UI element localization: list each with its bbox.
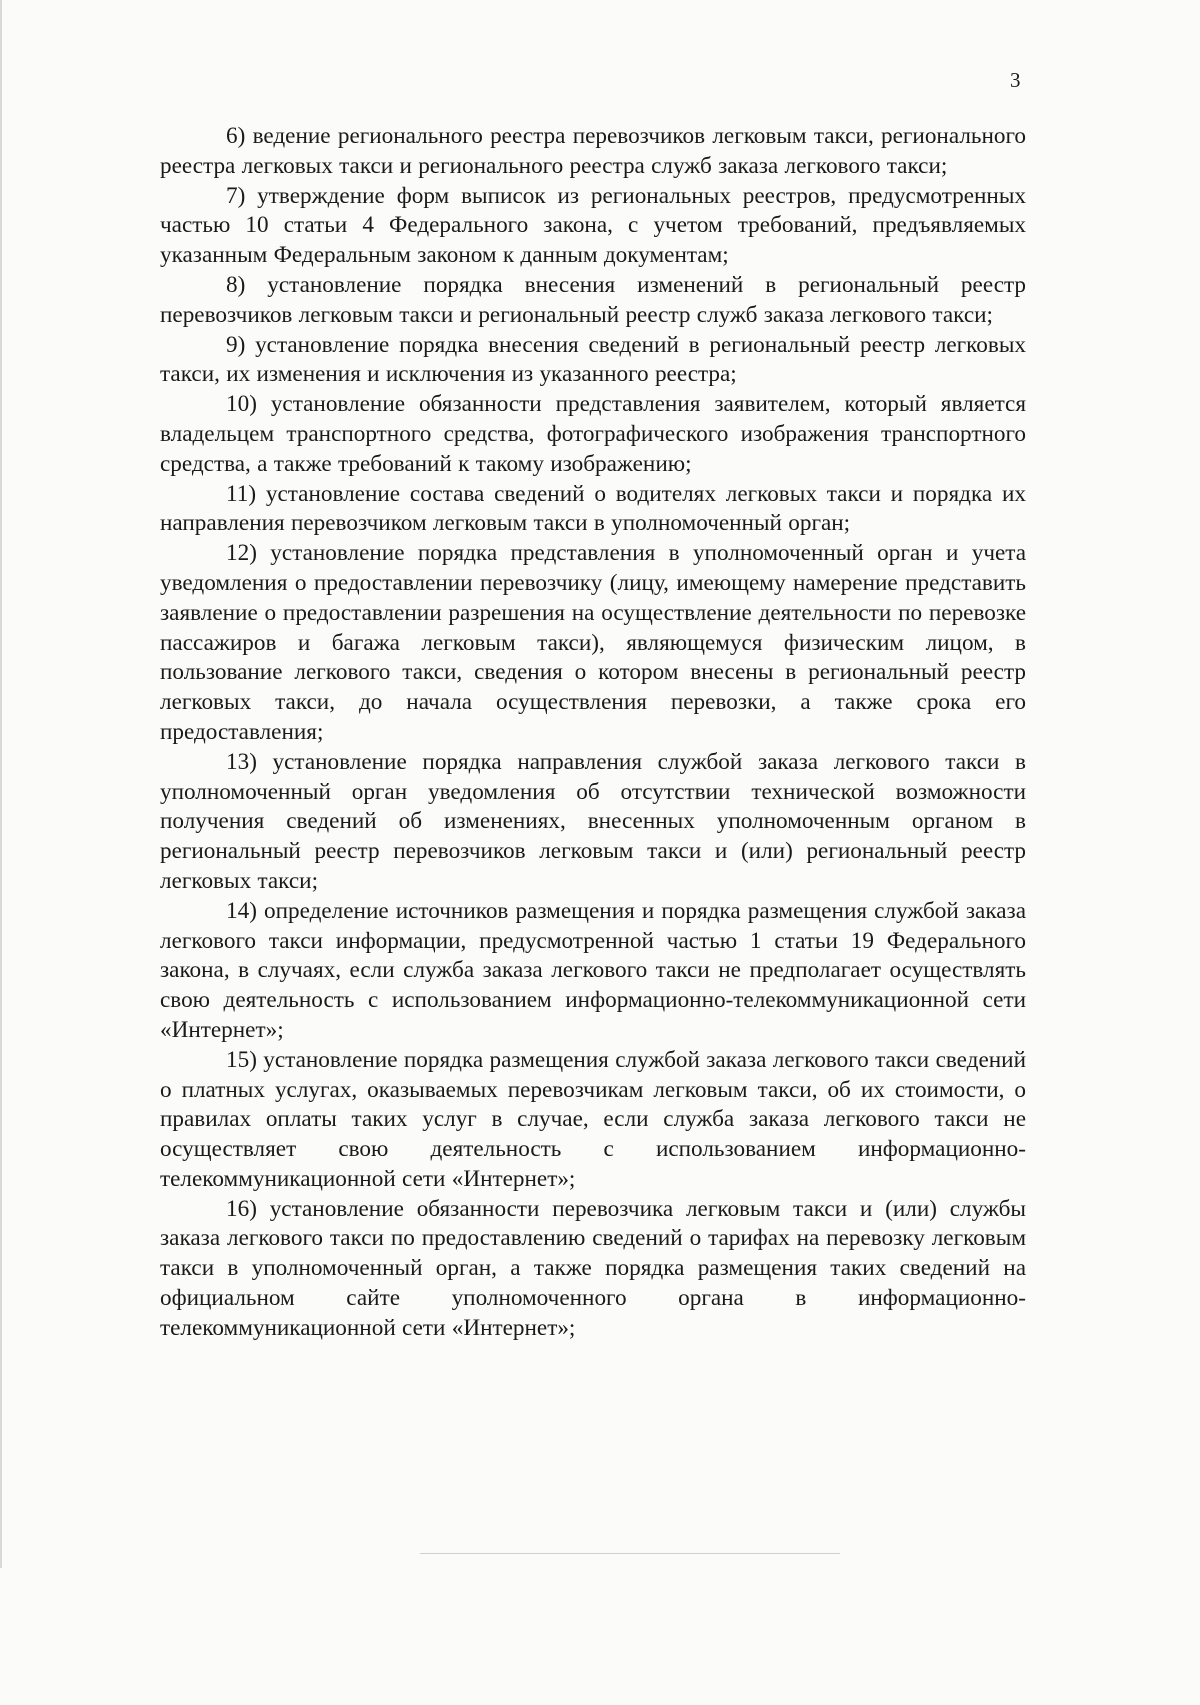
- list-item: 11) установление состава сведений о водителях легковых такси и порядка их направления перевозчиком легковым такси в уполномоченный орган;: [160, 480, 1026, 537]
- list-item: 8) установление порядка внесения изменений в региональный реестр перевозчиков легковым такси и региональный реестр служб заказа легкового такси;: [160, 271, 1026, 328]
- footer-divider: [420, 1553, 840, 1554]
- list-item: 12) установление порядка представления в уполномоченный орган и учета уведомления о предоставлении перевозчику (лицу, имеющему намерение представить заявление о предоставлении разрешения на осуществление деятельности по перевозке пассажиров и багажа легковым такси), являющемуся физическим лицом, в пользование легкового такси, сведения о котором внесены в региональный реестр легковых такси, до начала осуществления перевозки, а также срока его предоставления;: [160, 540, 1026, 745]
- document-body: [160, 122, 1026, 1344]
- list-item: 15) установление порядка размещения службой заказа легкового такси сведений о платных услугах, оказываемых перевозчикам легковым такси, об их стоимости, о правилах оплаты таких услуг в случае, если служба заказа легкового такси не осуществляет свою деятельность с использованием информационно-телекоммуникационной сети «Интернет»;: [160, 1046, 1026, 1192]
- scan-edge: [0, 0, 2, 1568]
- list-item: 10) установление обязанности представления заявителем, который является владельцем транспортного средства, фотографического изображения транспортного средства, а также требований к такому изображению;: [160, 391, 1026, 477]
- page-number: 3: [1010, 68, 1021, 92]
- list-item: 6) ведение регионального реестра перевозчиков легковым такси, регионального реестра легковых такси и регионального реестра служб заказа легкового такси;: [160, 123, 1026, 179]
- list-item: 9) установление порядка внесения сведений в региональный реестр легковых такси, их изменения и исключения из указанного реестра;: [160, 331, 1026, 388]
- list-item: 16) установление обязанности перевозчика легковым такси и (или) службы заказа легкового такси по предоставлению сведений о тарифах на перевозку легковым такси в уполномоченный орган, а также порядка размещения таких сведений на официальном сайте уполномоченного органа в информационно-телекоммуникационной сети «Интернет»;: [160, 1195, 1026, 1341]
- list-item: 13) установление порядка направления службой заказа легкового такси в уполномоченный орган уведомления об отсутствии технической возможности получения сведений об изменениях, внесенных уполномоченным органом в региональный реестр перевозчиков легковым такси и (или) региональный реестр легковых такси;: [160, 748, 1026, 894]
- list-item: 7) утверждение форм выписок из региональных реестров, предусмотренных частью 10 статьи 4 Федерального закона, с учетом требований, предъявляемых указанным Федеральным законом к данным документам;: [160, 182, 1026, 269]
- list-item: 14) определение источников размещения и порядка размещения службой заказа легкового такси информации, предусмотренной частью 1 статьи 19 Федерального закона, в случаях, если служба заказа легкового такси не предполагает осуществлять свою деятельность с использованием информационно-телекоммуникационной сети «Интернет»;: [160, 897, 1026, 1043]
